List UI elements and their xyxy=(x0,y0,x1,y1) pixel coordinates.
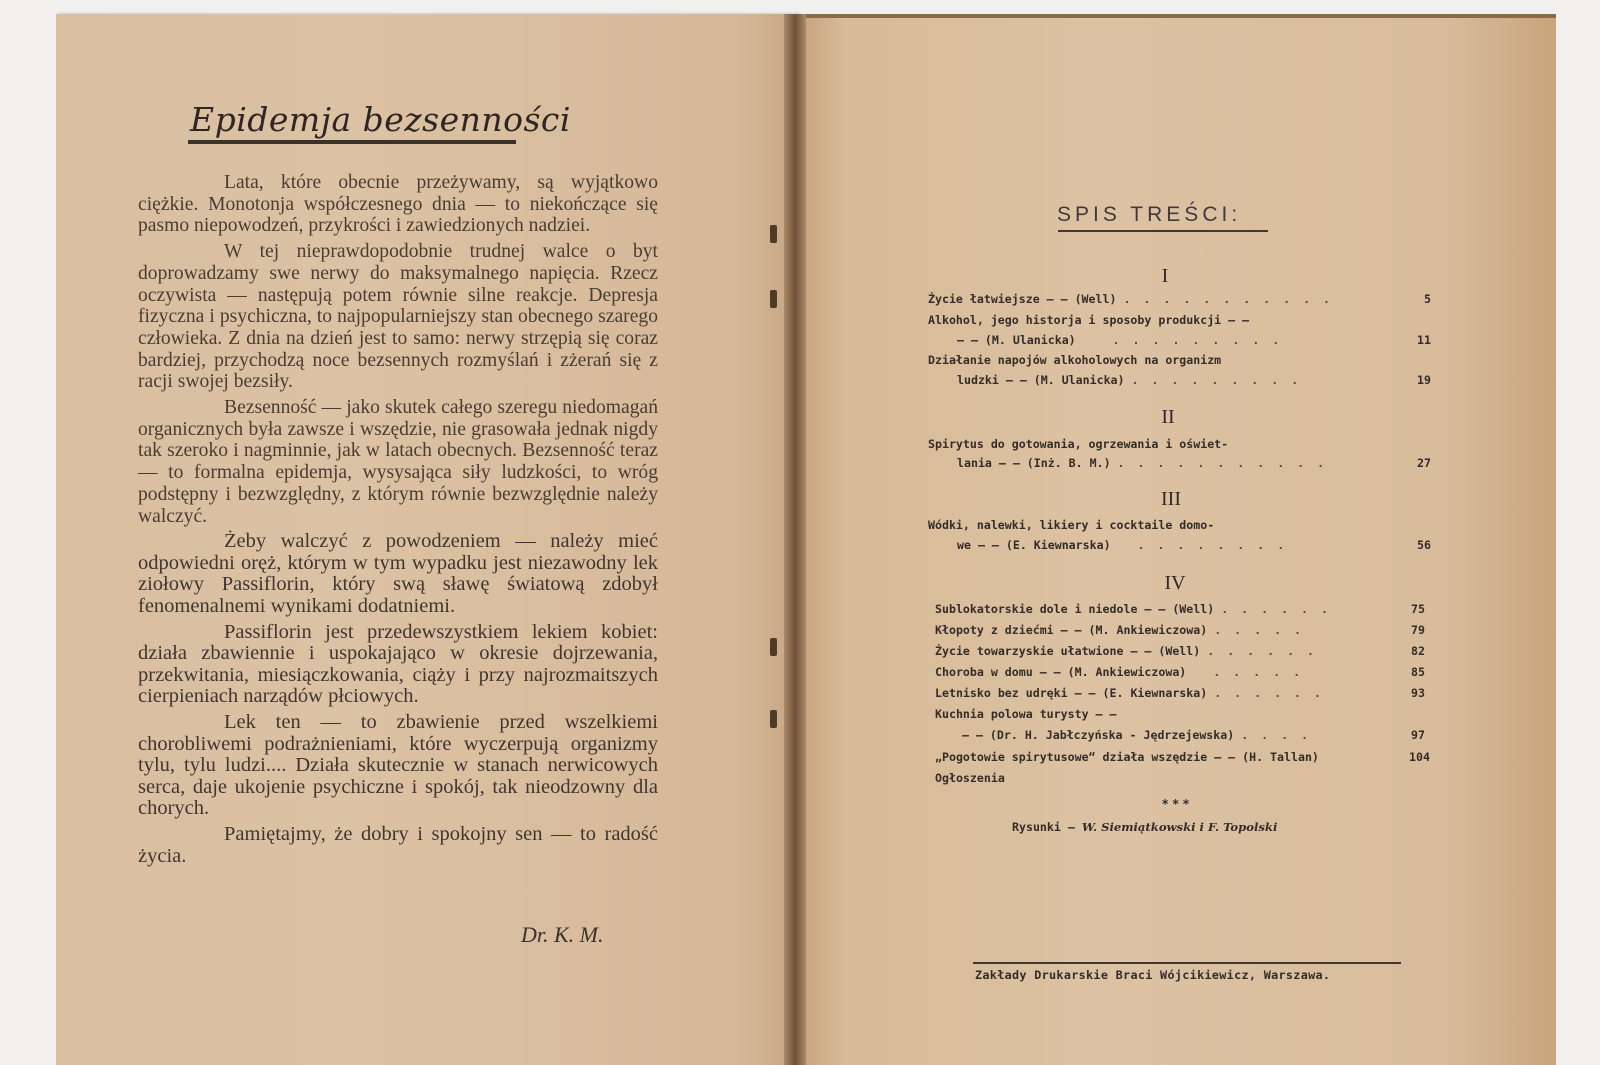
toc-entry-title: Życie towarzyskie ułatwione — — (Well) xyxy=(935,644,1201,658)
toc-entry: we — — (E. Kiewnarska) . . . . . . . . 56 xyxy=(957,538,1431,552)
toc-entry: ludzki — — (M. Ulanicka) . . . . . . . . . 19 xyxy=(957,373,1431,387)
book-spine xyxy=(784,14,806,1065)
toc-entry-page: 104 xyxy=(1409,750,1430,764)
article-paragraph: Bezsenność — jako skutek całego szeregu niedomagań organicznych była zawsze i wszędzie, nie grasowała jednak nigdy tak szeroko i nagminnie, jak w latach obecnych. Bezsenność teraz — to formalna epidemja, wysysająca siły ludzkości, to wróg podstępny i bezwzględny, z którym równie bezwzględnie należy walczyć. xyxy=(138,397,658,527)
toc-entry xyxy=(928,353,1431,371)
toc-entry-page: 79 xyxy=(1411,623,1425,637)
toc-section-numeral: II xyxy=(1161,406,1175,428)
toc-entry-title: Ogłoszenia xyxy=(935,771,1005,785)
toc-entry: — — (M. Ulanicka) . . . . . . . . . 11 xyxy=(957,333,1431,347)
section-separator: * * * xyxy=(1162,797,1190,811)
article-paragraph: Pamiętajmy, że dobry i spokojny sen — to radość życia. xyxy=(138,822,658,867)
toc-entry-title: „Pogotowie spirytusowe“ działa wszędzie — — (H. Tallan) xyxy=(935,750,1319,764)
printer-rule xyxy=(973,962,1401,964)
toc-entry xyxy=(928,437,1431,455)
toc-section-numeral: IV xyxy=(1164,572,1186,594)
title-underline xyxy=(188,140,516,144)
toc-entry: Kłopoty z dziećmi — — (M. Ankiewiczowa) . . . . . 79 xyxy=(935,623,1425,637)
article-paragraph: W tej nieprawdopodobnie trudnej walce o byt doprowadzamy swe nerwy do maksymalnego napięcia. Rzecz oczywista — następują potem równie silne reakcje. Depresja fizyczna i psychiczna, to najpopularniejszy stan obecnego szarego człowieka. Z dnia na dzień jest to samo: nerwy strzępią się coraz bardziej, przychodzą noce bezsennych rozmyślań i zżerań się z racji swojej bezsiły. xyxy=(138,241,658,393)
staple xyxy=(770,710,777,728)
toc-entry-page: 97 xyxy=(1411,728,1425,742)
toc-entry-page: 27 xyxy=(1417,456,1431,470)
article-body xyxy=(138,172,658,871)
toc-section-numeral: I xyxy=(1161,265,1169,287)
illustrations-credit xyxy=(1012,820,1277,834)
toc-entry-page: 85 xyxy=(1411,665,1425,679)
staple xyxy=(770,290,777,308)
toc-entry-title: Wódki, nalewki, likiery i cocktaile domo- xyxy=(928,518,1215,532)
illustrations-label: Rysunki — xyxy=(1012,820,1075,834)
toc-entry xyxy=(935,750,1430,768)
article-paragraph: Lata, które obecnie przeżywamy, są wyjątkowo ciężkie. Monotonja współczesnego dnia — to niekończące się pasmo niepowodzeń, przykrości i zawiedzionych nadziei. xyxy=(138,172,658,237)
toc-entry-title: Kuchnia polowa turysty — — xyxy=(935,707,1117,721)
toc-entry: Życie łatwiejsze — — (Well) . . . . . . . . . . . 5 xyxy=(928,292,1431,306)
staple xyxy=(770,225,777,243)
article-paragraph: Passiflorin jest przedewszystkiem lekiem kobiet: działa zbawiennie i uspokajająco w okresie dojrzewania, przekwitania, miesiączkowania, ciąży i przy najrozmaitszych cierpieniach narządów płciowych. xyxy=(138,620,658,708)
staple xyxy=(770,638,777,656)
toc-title-underline xyxy=(1058,230,1268,232)
toc-entry xyxy=(935,707,1425,725)
toc-entry-title: Letnisko bez udręki — — (E. Kiewnarska) xyxy=(935,686,1208,700)
toc-entry xyxy=(935,771,1425,789)
toc-entry-page: 82 xyxy=(1411,644,1425,658)
toc-entry-title: Choroba w domu — — (M. Ankiewiczowa) xyxy=(935,665,1187,679)
article-title: Epidemja bezsenności xyxy=(190,100,571,139)
toc-entry-page: 93 xyxy=(1411,686,1425,700)
toc-entry-title: Sublokatorskie dole i niedole — — (Well) xyxy=(935,602,1215,616)
toc-entry xyxy=(928,313,1431,331)
article-paragraph: Lek ten — to zbawienie przed wszelkiemi chorobliwemi podrażnieniami, które wyczerpują organizmy tylu, tylu ludzi.... Działa skutecznie w stanach nerwicowych serca, daje ukojenie psychiczne i spokój, tak nieodzowny dla chorych. xyxy=(138,711,658,820)
toc-entry-page: 75 xyxy=(1411,602,1425,616)
toc-entry: Życie towarzyskie ułatwione — — (Well) . . . . . . 82 xyxy=(935,644,1425,658)
toc-entry: Choroba w domu — — (M. Ankiewiczowa) . . . . . 85 xyxy=(935,665,1425,679)
toc-entry-page: 11 xyxy=(1417,333,1431,347)
toc-entry: Letnisko bez udręki — — (E. Kiewnarska) . . . . . . 93 xyxy=(935,686,1425,700)
article-paragraph: Żeby walczyć z powodzeniem — należy mieć odpowiedni oręż, którym w tym wypadku jest niezawodny lek ziołowy Passiflorin, który swą sławę światową zdobył fenomenalnemi wynikami dodatniemi. xyxy=(138,530,658,618)
toc-entry-page: 5 xyxy=(1424,292,1431,306)
toc-entry-title: Kłopoty z dziećmi — — (M. Ankiewiczowa) xyxy=(935,623,1208,637)
toc-entry-title: Działanie napojów alkoholowych na organizm xyxy=(928,353,1222,367)
toc-entry-title: Alkohol, jego historja i sposoby produkcji — — xyxy=(928,313,1250,327)
toc-entry-page: 56 xyxy=(1417,538,1431,552)
toc-section-numeral: III xyxy=(1161,488,1181,510)
toc-entry-title: — — (M. Ulanicka) xyxy=(957,333,1076,347)
toc-entry-title: — — (Dr. H. Jabłczyńska - Jędrzejewska) xyxy=(962,728,1235,742)
illustrations-names: W. Siemiątkowski i F. Topolski xyxy=(1081,820,1278,834)
toc-entry-title: we — — (E. Kiewnarska) xyxy=(957,538,1111,552)
toc-entry-title: ludzki — — (M. Ulanicka) xyxy=(957,373,1125,387)
toc-entry-page: 19 xyxy=(1417,373,1431,387)
printer-imprint: Zakłady Drukarskie Braci Wójcikiewicz, Warszawa. xyxy=(975,968,1331,982)
article-signature: Dr. K. M. xyxy=(521,922,604,947)
toc-entry-title: Spirytus do gotowania, ogrzewania i oświet- xyxy=(928,437,1229,451)
toc-entry: Sublokatorskie dole i niedole — — (Well) . . . . . . 75 xyxy=(935,602,1425,616)
toc-entry: — — (Dr. H. Jabłczyńska - Jędrzejewska) . . . . 97 xyxy=(962,728,1425,742)
toc-entry-title: lania — — (Inż. B. M.) xyxy=(957,456,1111,470)
toc-entry xyxy=(928,518,1431,536)
toc-entry-title: Życie łatwiejsze — — (Well) xyxy=(928,292,1117,306)
toc-title: SPIS TREŚCI: xyxy=(1057,203,1242,226)
toc-entry: lania — — (Inż. B. M.) . . . . . . . . . . . 27 xyxy=(957,456,1431,470)
